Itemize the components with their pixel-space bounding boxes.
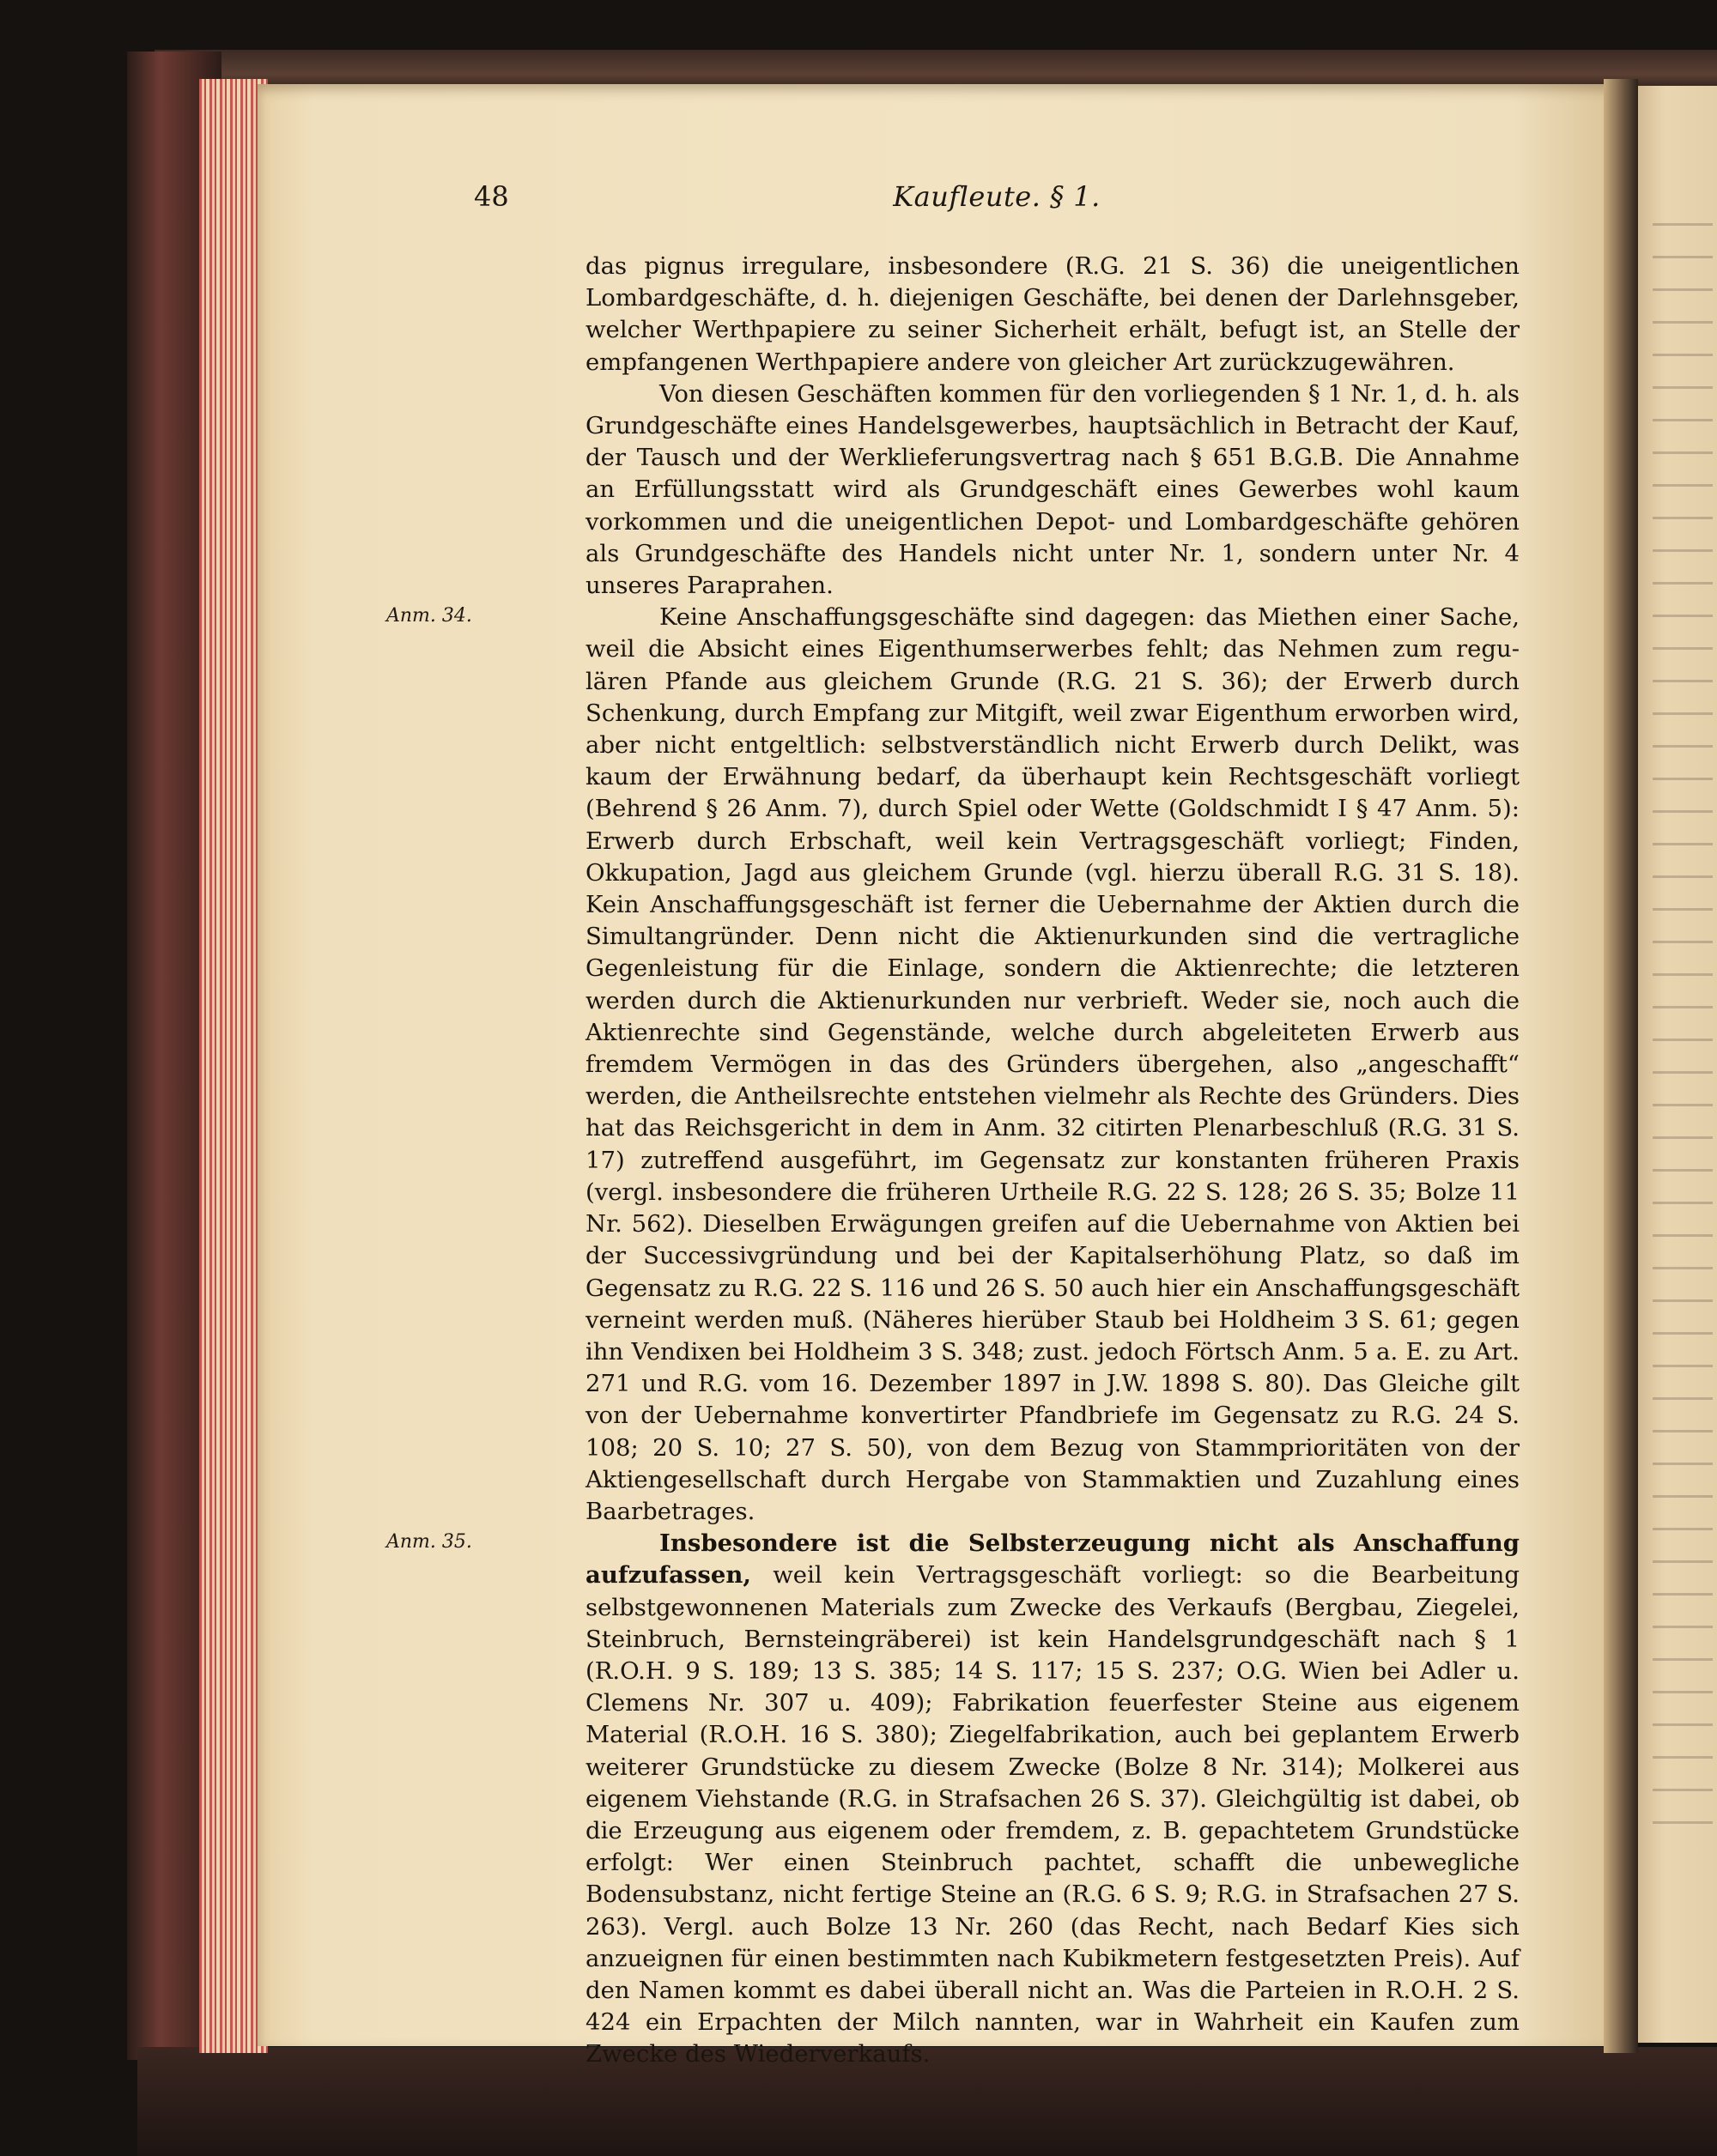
page-header	[474, 180, 1520, 223]
annotation-35	[386, 1528, 1520, 2070]
annotation-34-text: Keine Anschaffungsgeschäfte sind dagegen: das Miethen einer Sache, weil die Absicht eines Eigenthumserwerbes fehlt; das Nehmen zum regulären Pfande aus gleichem Grunde (R.G. 21 S. 36); der Erwerb durch Schenkung, durch Empfang zur Mitgift, weil zwar Eigenthum erworben wird, aber nicht entgeltlich: selbstverständlich nicht Erwerb durch Delikt, was kaum der Erwähnung bedarf, da überhaupt kein Rechtsgeschäft vorliegt (Behrend § 26 Anm. 7), durch Spiel oder Wette (Goldschmidt I § 47 Anm. 5): Erwerb durch Erbschaft, weil kein Vertragsgeschäft vorliegt; Finden, Okkupation, Jagd aus gleichem Grunde (vgl. hierzu überall R.G. 31 S. 18). Kein Anschaffungsgeschäft ist ferner die Uebernahme der Aktien durch die Simultangründer. Denn nicht die Aktienurkunden sind die vertragliche Gegenleistung für die Einlage, sondern die Aktienrechte; die letzteren werden durch die Aktienurkunden nur verbrieft. Weder sie, noch auch die Aktienrechte sind Gegenstände, welche durch abgeleiteten Erwerb aus fremdem Vermögen in das des Gründers übergehen, also „angeschafft“ werden, die Antheilsrechte entstehen vielmehr als Rechte des Gründers. Dies hat das Reichsgericht in dem in Anm. 32 citirten Plenarbeschluß (R.G. 31 S. 17) zutreffend ausgeführt, im Gegensatz zur konstanten früheren Praxis (vergl. insbesondere die früheren Urtheile R.G. 22 S. 128; 26 S. 35; Bolze 11 Nr. 562). Dieselben Erwägungen greifen auf die Uebernahme von Aktien bei der Successivgründung und bei der Kapitalserhöhung Platz, so daß im Gegensatz zu R.G. 22 S. 116 und 26 S. 50 auch hier ein Anschaffungsgeschäft verneint werden muß. (Näheres hierüber Staub bei Holdheim 3 S. 61; gegen ihn Vendixen bei Holdheim 3 S. 348; zust. jedoch Förtsch Anm. 5 a. E. zu Art. 271 und R.G. vom 16. Dezember 1897 in J.W. 1898 S. 80). Das Gleiche gilt von der Uebernahme konvertirter Pfandbriefe im Gegensatz zu R.G. 24 S. 108; 20 S. 10; 27 S. 50), von dem Bezug von Stammprioritäten von der Aktiengesellschaft durch Hergabe von Stammaktien und Zuzahlung eines Baarbetrages.	[585, 603, 1520, 1525]
annotation-35-text	[585, 1528, 1520, 2070]
annotation-35-lead: Insbesondere ist die Selbsterzeugung nicht als Anschaffung aufzufassen,	[585, 1529, 1520, 1590]
margin-note-anm-34: Anm. 34.	[386, 605, 472, 627]
page-gutter	[1604, 79, 1638, 2053]
annotation-34	[386, 602, 1520, 1528]
annotation-35-body: weil kein Vertragsgeschäft vorliegt: so die Bearbeitung selbstgewonnenen Materials zum Zwecke des Verkaufs (Bergbau, Ziegelei, Steinbruch, Bernsteingräberei) ist kein Handelsgrundgeschäft nach § 1 (R.O.H. 9 S. 189; 13 S. 385; 14 S. 117; 15 S. 237; O.G. Wien bei Adler u. Clemens Nr. 307 u. 409); Fabrikation feuerfester Steine aus eigenem Material (R.O.H. 16 S. 380); Ziegelfabrikation, auch bei geplantem Erwerb weiterer Grundstücke zu diesem Zwecke (Bolze 8 Nr. 314); Molkerei aus eigenem Viehstande (R.G. in Strafsachen 26 S. 37). Gleichgültig ist dabei, ob die Erzeugung aus eigenem oder fremdem, z. B. gepachtetem Grundstücke erfolgt: Wer einen Steinbruch pachtet, schafft die unbewegliche Bodensubstanz, nicht fertige Steine an (R.G. 6 S. 9; R.G. in Strafsachen 27 S. 263). Vergl. auch Bolze 13 Nr. 260 (das Recht, nach Bedarf Kies sich anzueignen für einen bestimmten nach Kubikmetern festgesetzten Preis). Auf den Namen kommt es dabei überall nicht an. Was die Parteien in R.O.H. 2 S. 424 ein Erpachten der Milch nannten, war in Wahrheit ein Kaufen zum Zwecke des Wiederverkaufs.	[585, 1561, 1520, 2068]
facing-page-text-shadow	[1653, 223, 1713, 1854]
page-number: 48	[474, 180, 509, 213]
page-body	[386, 251, 1520, 2071]
paragraph-continued: das pignus irregulare, insbesondere (R.G. 21 S. 36) die uneigentlichen Lombardgeschäfte, d. h. diejenigen Geschäfte, bei denen der Darlehnsgeber, welcher Werthpapiere zu seiner Sicherheit erhält, befugt ist, an Stelle der empfangenen Werthpapiere andere von gleicher Art zurückzugewähren.	[585, 252, 1520, 376]
running-head: Kaufleute. § 1.	[893, 180, 1101, 213]
paragraph-grundgeschaefte: Von diesen Geschäften kommen für den vorliegenden § 1 Nr. 1, d. h. als Grundgeschäfte eines Handelsgewerbes, hauptsächlich in Betracht der Kauf, der Tausch und der Werklieferungsvertrag nach § 651 B.G.B. Die Annahme an Erfüllungsstatt wird als Grundgeschäft eines Gewerbes wohl kaum vorkommen und die uneigentlichen Depot- und Lombardgeschäfte gehören als Grundgeschäfte des Handels nicht unter Nr. 1, sondern unter Nr. 4 unseres Paraprahen.	[585, 379, 1520, 600]
margin-note-anm-35: Anm. 35.	[386, 1531, 472, 1553]
